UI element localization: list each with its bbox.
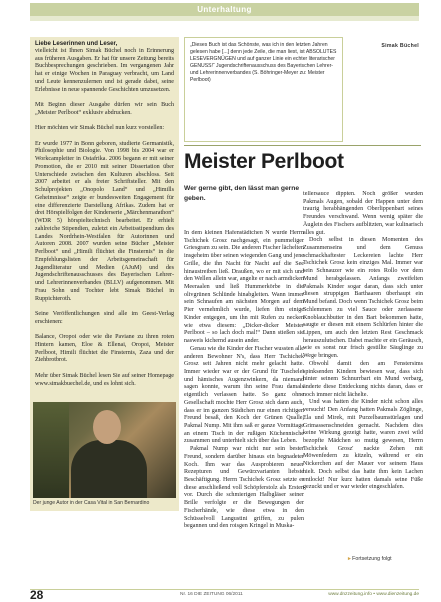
review-quote-text: „Dieses Buch ist das Schönste, was ich in den letzten Jahren gelesen habe [...] denn jede Zeile, die man liest, ist ABSOLUTES LESEVERGNÜGEN und auf ganzer Linie ein echter literarischer GENUSS!“ Jugendschriftenausschuss des Bayerischen Lehrer- und Lehrerinnenverbandes (S. Böhringer-Meyer zu: Meister Perlboot) <box>190 42 337 84</box>
article-paragraph: Obwohl damit den am Fenstersims spinksenden Kindern bewiesen war, dass sich hinter seinem Schnurrbart ein Mund verbarg, änderte diese Entdeckung nichts daran, dass er noch immer nicht lächelte. <box>303 360 423 398</box>
article-paragraph: Und was hatten die Kinder nicht schon alles versucht! Den Anfang hatten Pakmals Zöglinge, Ela und Mirek, mit Purzelbaumstürlagen und Grimassenschneiden gemacht. Nachdem dies keine Wirkung gezeigt hatte, waren zwei wild bezopfte Mädchen so mutig gewesen, Herrn Tschichek Grosz' nackte Zehen mit Möwenfedern zu kitzeln, während er ein Nickerchen auf der Mauer vor seinem Haus hielt. Doch selbst das hatte ihm kein Lachen entlockt! Nur kurz hatten damals seine Füße gezuckt und er war wieder eingeschlafen. <box>303 399 423 491</box>
article-column-2 <box>303 191 423 590</box>
photo-person-face <box>93 410 121 444</box>
letter-sidebar <box>30 37 179 511</box>
letter-paragraph: Er wurde 1977 in Bonn geboren, studierte Germanistik, Philosophie und Biologie. Von 1998 bis 2004 war er Workcampleiter in Ostafrika. 2006 begann er mit seiner Promotion, die er 2010 mit seiner Dissertation über Unterschiede zwischen den Kulturen abschloss. Seit 2007 arbeitet er als freier Schriftsteller. Mit den Schulprojekten „Onopolo Land“ und „Himills Geheimnisse“ zeigte er bundesweiten Engagement für eine differenzierte Darstellung Afrikas. Zudem hat er drei Hörspielfolgen der Kinderserie „Märchenmarathon“ (WDR 5) hörspieltechnisch bearbeitet. Er erhielt zahlreiche Stipendien, zuletzt ein Arbeitsstipendium des Landes Nordrhein-Westfalen für Autorinnen und Autoren 2008. 2007 wurden seine Bücher „Meister Perlboot“ und „Himili flüchtet die Finsternis“ in die Empfehlungslisten der Arbeitsgemeinschaft für Jugendliteratur und Medien (AJuM) und des Jugendschriftenausschusses des Bayerischen Lehrer- und Lehrerinnenverbandes (BLLV) aufgenommen. Mit Frau Sohn und Tochter lebt Simak Büchel in Ruppichteroth. <box>35 140 174 302</box>
article-subtitle: Wer gerne gibt, den lässt man gerne geben. <box>184 185 300 202</box>
author-photo <box>33 402 176 498</box>
article-paragraph: Doch selbst in diesen Momenten des Zusammenseins und dem Genuss schmackhaftester Leckereien lachte Herr Tschichek Grosz kein einziges Mal. Immer war sein Schnauzer wie ein rotes Rollo vor dem Mund herabgelassen. Anfangs zweifelten Pakmals Kinder sogar daran, dass sich unter diesen struppigen Barthaaren überhaupt ein Mund befand. Doch wenn Tschichek Grosz beim Schlemmen zu viel Sauce oder zerlassene Knoblauchbutter in den Bart bekommen hatte, saugte er diesen mit einem Schlürfen hinter die Lippen, um auch den letzten Rest Geschmack herauszulutschen. Dabei machte er ein Geräusch, wie es sonst nur frisch gestillte Säuglinge zu Wege bringen. <box>303 237 423 360</box>
footer-rule <box>30 589 419 590</box>
photo-caption: Der junge Autor in der Casa Vital in San Bernardino <box>33 500 150 506</box>
article-title: Meister Perlboot <box>184 150 344 173</box>
letter-paragraph: vielleicht ist Ihnen Simak Büchel noch in Erinnerung aus früheren Ausgaben. Er hat für unsere Zeitung bereits Buchbesprechungen geschrieben. Im vergangenen Jahr hat er einige Wochen in Paraguay verbracht, um Land und Leute kennenzulernen und ist gerade dabei, seine Erlebnisse in neue spannende Geschichten umzusetzen. <box>35 47 174 93</box>
photo-person-body <box>71 440 147 498</box>
continuation-note <box>348 556 392 562</box>
article-paragraph: Pakmal Nump war nicht nur sein bester Freund, sondern darüber hinaus ein begnadeter Koch. Ihm war das Ausprobieren neuer Rezepturen und Gewürzvarianten liebste Beschäftigung. Herrn Tschichek Grosz setzte er diese anschließend voll Schöpferstolz als Ersten vor. Durch die schmierigen Halbgläser seiner Brille verfolgte er die Bewegungen der Fischerhände, wie diese etwa in den Schüsselvoll Langustini griffen, zu pulen begannen und den roisgen Kringel in Muska- <box>184 446 304 530</box>
letter-paragraph: Mehr über Simak Büchel lesen Sie auf seiner Homepage www.simakbuechel.de, und es lohnt sich. <box>35 372 174 387</box>
title-separator <box>184 145 421 146</box>
letter-salutation: Liebe Leserinnen und Leser, <box>35 40 118 47</box>
letter-paragraph: Mit Beginn dieser Ausgabe dürfen wir sein Buch „Meister Perlboot“ exklusiv abdrucken. <box>35 101 174 116</box>
letter-paragraph: Hier möchten wir Simak Büchel nun kurz vorstellen: <box>35 125 165 132</box>
section-header-bar <box>30 3 419 16</box>
article-paragraph: In dem kleinen Hafenstädtchen N wurde Herrn Tschichek Grosz nachgesagt, ein pummeliger Griesgram zu sein. Die anderen Fischer lächelten insgeheim über seinen wiegenden Gang und jene Grille, die ihn Nacht für Nacht auf die See hinaustreiben ließ. Draußen, wo er mit sich und den Wellen allein war, angelte er nach armdicken Meeraalen und ließ Hummerkörbe in die olivgrünen Schlünde hinabgleiten. Wann immer sein Schnaufen am nächsten Morgen auf dem Pier vernehmlich wurde, liefen ihm einige Kinder entgegen, um ihn mit Rufen zu necken wie etwa diesem: „Dicker-dicker Meister Perlboot – so lach doch mal!“ Dann stießen sie nasweis kichernd ausein ander. <box>184 230 304 345</box>
issue-info: Nr. 16 DIE ZEITUNG 06/2011 <box>180 592 243 597</box>
photo-plant <box>33 402 69 498</box>
review-quote-box <box>184 37 343 142</box>
website-link[interactable]: www.dnzzeitung.info • www.dienzeitung.de <box>328 592 419 597</box>
article-column-1 <box>184 230 304 590</box>
author-name: Simak Büchel <box>381 43 419 49</box>
arrow-icon: ▸ <box>348 556 351 562</box>
section-title: Unterhaltung <box>197 5 252 14</box>
letter-text <box>35 40 174 396</box>
section-header-subbar <box>30 16 419 21</box>
continuation-label: Fortsetzung folgt <box>352 556 392 562</box>
article-paragraph: tellersauce dippten. Noch größer wurden Pakmals Augen, sobald der Happen unter dem traurig herabhängenden Oberlippenbart seines Freundes verschwand. Wenn wenig später die Äuglein des Fischers aufblitzten, war kulinarisch alles gut. <box>303 191 423 236</box>
article-paragraph: Genau wie die Kinder der Fischer wussten alle anderen Bewohner N's, dass Herr Tschichek Grosz seit Jahren nicht mehr gelacht hatte. Immer wieder war er der Grund für Tuscheleï und hämisches Augenzwinkern, da niemand sagen konnte, warum ihn seine Frau damals eigentlich verlassen hatte. So ganz ohne Gesellschaft mochte Herr Grosz sich dann auch, dass er im ganzen Städtchen nur einen richtigen Freund besaß, den Koch der Grünen Qualle, Pakmal Nump. Mit ihm saß er ganze Vormittage an einem Tisch in der rußigen Küchennische zusammen und unterhielt sich über das Leben. <box>184 345 304 445</box>
letter-paragraph: Balance, Oropoi oder wie die Paviane zu ihren roten Hintern kamen, Eloe & Ellenai, Oropoi, Meister Perlboot, Himili flüchtet die Finsternis, Zaza und der Ziehbrotbrot. <box>35 334 174 364</box>
letter-paragraph: Seine Veröffentlichungen sind alle im Geest-Verlag erschienen: <box>35 311 174 325</box>
page-number: 28 <box>30 588 44 602</box>
